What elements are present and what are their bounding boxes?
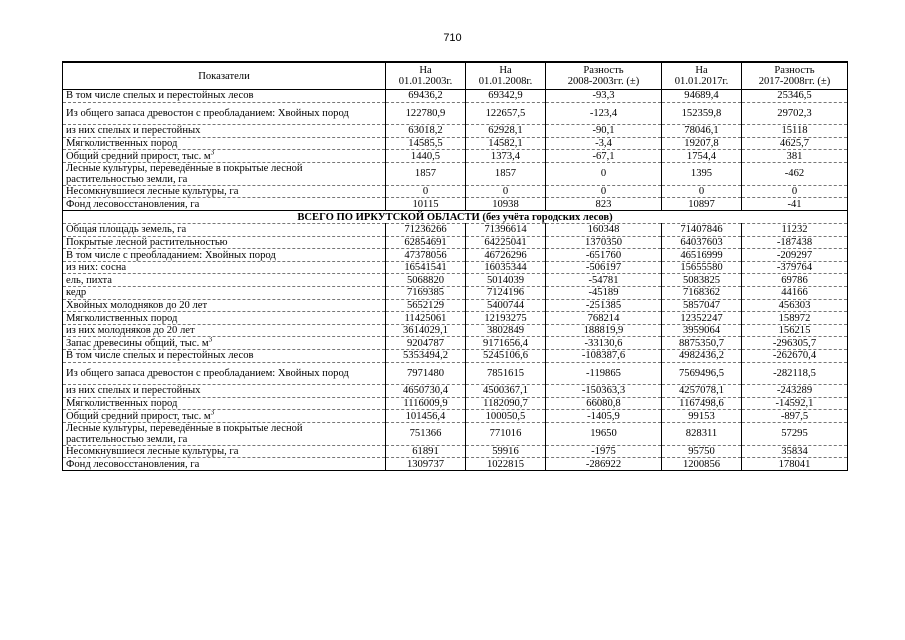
table-cell: 0 bbox=[546, 162, 662, 185]
table-cell: 29702,3 bbox=[742, 102, 848, 125]
table-cell: 10897 bbox=[662, 198, 742, 211]
table-cell: 57295 bbox=[742, 422, 848, 445]
row-label-text: Из общего запаса древостон с преобладанием: Хвойных пород bbox=[66, 367, 349, 379]
table-cell: 59916 bbox=[466, 445, 546, 458]
column-header-text: Разность 2008-2003гг. (±) bbox=[567, 65, 640, 87]
column-header bbox=[546, 62, 662, 90]
table-cell: 61891 bbox=[386, 445, 466, 458]
column-header bbox=[662, 62, 742, 90]
table-cell: -379764 bbox=[742, 261, 848, 274]
row-label-text: В том числе спелых и перестойных лесов bbox=[66, 350, 254, 362]
row-label bbox=[63, 249, 386, 262]
table-cell: 100050,5 bbox=[466, 410, 546, 423]
row-label bbox=[63, 410, 386, 423]
table-cell: 1370350 bbox=[546, 236, 662, 249]
table-cell: 62928,1 bbox=[466, 125, 546, 138]
table-cell: -123,4 bbox=[546, 102, 662, 125]
table-cell: 1200856 bbox=[662, 458, 742, 471]
table-cell: 10938 bbox=[466, 198, 546, 211]
table-row bbox=[63, 162, 848, 185]
table-cell: -119865 bbox=[546, 362, 662, 385]
row-label-text: Запас древесины общий, тыс. м bbox=[66, 337, 209, 349]
table-row bbox=[63, 261, 848, 274]
table-row bbox=[63, 410, 848, 423]
row-label-text: ель, пихта bbox=[66, 274, 112, 286]
section-title: ВСЕГО ПО ИРКУТСКОЙ ОБЛАСТИ (без учёта городских лесов) bbox=[63, 211, 848, 224]
table-header-row bbox=[63, 62, 848, 90]
row-label-text: из них спелых и перестойных bbox=[66, 125, 201, 137]
row-label bbox=[63, 458, 386, 471]
table-cell: 69342,9 bbox=[466, 90, 546, 103]
table-cell: 4650730,4 bbox=[386, 385, 466, 398]
table-cell: -506197 bbox=[546, 261, 662, 274]
table-cell: -282118,5 bbox=[742, 362, 848, 385]
table-cell: 69436,2 bbox=[386, 90, 466, 103]
unit-exponent: 3 bbox=[210, 409, 215, 417]
table-row bbox=[63, 287, 848, 300]
row-label bbox=[63, 445, 386, 458]
table-row bbox=[63, 137, 848, 150]
unit-exponent: 3 bbox=[210, 149, 215, 157]
row-label bbox=[63, 350, 386, 363]
table-cell: 1167498,6 bbox=[662, 397, 742, 410]
forest-statistics-table bbox=[62, 61, 848, 471]
page-number: 710 bbox=[443, 32, 462, 44]
column-header-text: Разность 2017-2008гг. (±) bbox=[758, 65, 831, 87]
table-cell: 188819,9 bbox=[546, 324, 662, 337]
table-cell: 1309737 bbox=[386, 458, 466, 471]
table-cell: -187438 bbox=[742, 236, 848, 249]
table-cell: -251385 bbox=[546, 299, 662, 312]
table-cell: 1022815 bbox=[466, 458, 546, 471]
table-cell: 156215 bbox=[742, 324, 848, 337]
table-cell: 0 bbox=[386, 185, 466, 198]
table-cell: -262670,4 bbox=[742, 350, 848, 363]
table-cell: 122657,5 bbox=[466, 102, 546, 125]
row-label-text: Фонд лесовосстановления, га bbox=[66, 458, 200, 470]
table-cell: 71236266 bbox=[386, 224, 466, 237]
table-cell: 0 bbox=[466, 185, 546, 198]
column-header bbox=[466, 62, 546, 90]
table-cell: -651760 bbox=[546, 249, 662, 262]
row-label-text: Из общего запаса древостон с преобладанием: Хвойных пород bbox=[66, 107, 349, 119]
table-cell: 7124196 bbox=[466, 287, 546, 300]
table-row bbox=[63, 422, 848, 445]
table-cell: 94689,4 bbox=[662, 90, 742, 103]
table-cell: 71407846 bbox=[662, 224, 742, 237]
table-cell: 7569496,5 bbox=[662, 362, 742, 385]
row-label bbox=[63, 185, 386, 198]
table-cell: -243289 bbox=[742, 385, 848, 398]
table-cell: -45189 bbox=[546, 287, 662, 300]
table-row bbox=[63, 445, 848, 458]
table-cell: 19207,8 bbox=[662, 137, 742, 150]
table-cell: 828311 bbox=[662, 422, 742, 445]
table-cell: 4982436,2 bbox=[662, 350, 742, 363]
row-label bbox=[63, 324, 386, 337]
table-cell: -33130,6 bbox=[546, 337, 662, 350]
table-cell: -286922 bbox=[546, 458, 662, 471]
column-header bbox=[742, 62, 848, 90]
table-cell: 7168362 bbox=[662, 287, 742, 300]
table-cell: 12193275 bbox=[466, 312, 546, 325]
table-cell: -108387,6 bbox=[546, 350, 662, 363]
table-cell: 751366 bbox=[386, 422, 466, 445]
table-cell: 0 bbox=[662, 185, 742, 198]
table-cell: 768214 bbox=[546, 312, 662, 325]
table-cell: 3802849 bbox=[466, 324, 546, 337]
table-cell: -67,1 bbox=[546, 150, 662, 163]
table-cell: -41 bbox=[742, 198, 848, 211]
table-cell: 9171656,4 bbox=[466, 337, 546, 350]
column-header: Показатели bbox=[63, 62, 386, 90]
table-row bbox=[63, 125, 848, 138]
row-label-text: В том числе спелых и перестойных лесов bbox=[66, 90, 254, 102]
row-label bbox=[63, 312, 386, 325]
table-cell: 1440,5 bbox=[386, 150, 466, 163]
row-label bbox=[63, 90, 386, 103]
row-label bbox=[63, 422, 386, 445]
column-header bbox=[386, 62, 466, 90]
table-cell: 152359,8 bbox=[662, 102, 742, 125]
table-cell: 1116009,9 bbox=[386, 397, 466, 410]
table-cell: 4257078,1 bbox=[662, 385, 742, 398]
row-label-text: Фонд лесовосстановления, га bbox=[66, 198, 200, 210]
table-cell: 1373,4 bbox=[466, 150, 546, 163]
table-cell: 771016 bbox=[466, 422, 546, 445]
table-cell: 46516999 bbox=[662, 249, 742, 262]
table-cell: 4500367,1 bbox=[466, 385, 546, 398]
row-label bbox=[63, 274, 386, 287]
row-label-text: Несомкнувшиеся лесные культуры, га bbox=[66, 446, 239, 458]
row-label-text: Лесные культуры, переведённые в покрытые лесной растительностью земли, га bbox=[66, 162, 303, 185]
table-cell: 3959064 bbox=[662, 324, 742, 337]
row-label-text: из них: сосна bbox=[66, 262, 127, 274]
table-cell: 5068820 bbox=[386, 274, 466, 287]
table-cell: -897,5 bbox=[742, 410, 848, 423]
row-label-text: Мягколиственных пород bbox=[66, 137, 178, 149]
table-cell: -93,3 bbox=[546, 90, 662, 103]
table-cell: 178041 bbox=[742, 458, 848, 471]
table-cell: 12352247 bbox=[662, 312, 742, 325]
table-cell: 5652129 bbox=[386, 299, 466, 312]
row-label-text: В том числе с преобладанием: Хвойных пород bbox=[66, 249, 276, 261]
table-cell: 5353494,2 bbox=[386, 350, 466, 363]
table-row bbox=[63, 299, 848, 312]
table-cell: 9204787 bbox=[386, 337, 466, 350]
table-cell: 25346,5 bbox=[742, 90, 848, 103]
table-cell: -462 bbox=[742, 162, 848, 185]
table-cell: 101456,4 bbox=[386, 410, 466, 423]
table-cell: 1395 bbox=[662, 162, 742, 185]
table-row bbox=[63, 150, 848, 163]
table-cell: 4625,7 bbox=[742, 137, 848, 150]
table-cell: 1182090,7 bbox=[466, 397, 546, 410]
table-row bbox=[63, 337, 848, 350]
row-label bbox=[63, 102, 386, 125]
table-cell: -54781 bbox=[546, 274, 662, 287]
row-label bbox=[63, 198, 386, 211]
table-row bbox=[63, 102, 848, 125]
table-cell: 160348 bbox=[546, 224, 662, 237]
row-label-text: Мягколиственных пород bbox=[66, 397, 178, 409]
table-row bbox=[63, 236, 848, 249]
table-cell: 456303 bbox=[742, 299, 848, 312]
table-cell: 10115 bbox=[386, 198, 466, 211]
table-cell: 63018,2 bbox=[386, 125, 466, 138]
table-cell: 99153 bbox=[662, 410, 742, 423]
table-cell: 823 bbox=[546, 198, 662, 211]
table-cell: 1857 bbox=[466, 162, 546, 185]
table-cell: 5014039 bbox=[466, 274, 546, 287]
table-row bbox=[63, 350, 848, 363]
table-row bbox=[63, 324, 848, 337]
row-label-text: из них спелых и перестойных bbox=[66, 385, 201, 397]
table-cell: 19650 bbox=[546, 422, 662, 445]
table-cell: -3,4 bbox=[546, 137, 662, 150]
table-cell: 122780,9 bbox=[386, 102, 466, 125]
table-cell: 1857 bbox=[386, 162, 466, 185]
column-header-text: На 01.01.2008г. bbox=[478, 65, 533, 87]
table-cell: 69786 bbox=[742, 274, 848, 287]
table-cell: 0 bbox=[742, 185, 848, 198]
table-cell: 5400744 bbox=[466, 299, 546, 312]
table-row bbox=[63, 198, 848, 211]
row-label bbox=[63, 236, 386, 249]
table-cell: 14585,5 bbox=[386, 137, 466, 150]
row-label bbox=[63, 224, 386, 237]
table-cell: 8875350,7 bbox=[662, 337, 742, 350]
row-label bbox=[63, 137, 386, 150]
table-cell: 62854691 bbox=[386, 236, 466, 249]
row-label-text: Общий средний прирост, тыс. м bbox=[66, 410, 211, 422]
table-cell: 95750 bbox=[662, 445, 742, 458]
table-row bbox=[63, 385, 848, 398]
table-cell: 71396614 bbox=[466, 224, 546, 237]
column-header-text: На 01.01.2017г. bbox=[674, 65, 729, 87]
table-cell: 3614029,1 bbox=[386, 324, 466, 337]
table-cell: -150363,3 bbox=[546, 385, 662, 398]
table-row bbox=[63, 185, 848, 198]
row-label bbox=[63, 287, 386, 300]
row-label-text: Общий средний прирост, тыс. м bbox=[66, 150, 211, 162]
table-row bbox=[63, 224, 848, 237]
section-header-row bbox=[63, 211, 848, 224]
unit-exponent: 3 bbox=[208, 336, 213, 344]
row-label-text: Несомкнувшиеся лесные культуры, га bbox=[66, 186, 239, 198]
column-header-text: На 01.01.2003г. bbox=[398, 65, 453, 87]
table-cell: 35834 bbox=[742, 445, 848, 458]
table-cell: 5245106,6 bbox=[466, 350, 546, 363]
table-cell: 11425061 bbox=[386, 312, 466, 325]
table-cell: -1975 bbox=[546, 445, 662, 458]
table-cell: 64225041 bbox=[466, 236, 546, 249]
table-cell: 66080,8 bbox=[546, 397, 662, 410]
row-label-text: Покрытые лесной растительностью bbox=[66, 236, 228, 248]
table-cell: 0 bbox=[546, 185, 662, 198]
table-cell: 158972 bbox=[742, 312, 848, 325]
table-cell: 5083825 bbox=[662, 274, 742, 287]
row-label bbox=[63, 261, 386, 274]
table-cell: 64037603 bbox=[662, 236, 742, 249]
table-cell: 15655580 bbox=[662, 261, 742, 274]
row-label bbox=[63, 385, 386, 398]
table-cell: 7169385 bbox=[386, 287, 466, 300]
row-label-text: Мягколиственных пород bbox=[66, 312, 178, 324]
table-cell: -1405,9 bbox=[546, 410, 662, 423]
table-cell: 7971480 bbox=[386, 362, 466, 385]
table-cell: 15118 bbox=[742, 125, 848, 138]
row-label-text: Лесные культуры, переведённые в покрытые лесной растительностью земли, га bbox=[66, 422, 303, 445]
row-label bbox=[63, 362, 386, 385]
table-cell: 381 bbox=[742, 150, 848, 163]
row-label-text: из них молодняков до 20 лет bbox=[66, 325, 195, 337]
row-label bbox=[63, 162, 386, 185]
table-cell: 1754,4 bbox=[662, 150, 742, 163]
table-cell: 11232 bbox=[742, 224, 848, 237]
table-cell: 16035344 bbox=[466, 261, 546, 274]
table-cell: 44166 bbox=[742, 287, 848, 300]
table-cell: 5857047 bbox=[662, 299, 742, 312]
table-cell: 78046,1 bbox=[662, 125, 742, 138]
table-cell: -296305,7 bbox=[742, 337, 848, 350]
row-label bbox=[63, 299, 386, 312]
row-label bbox=[63, 150, 386, 163]
table-cell: -14592,1 bbox=[742, 397, 848, 410]
table-cell: 47378056 bbox=[386, 249, 466, 262]
row-label-text: кедр bbox=[66, 287, 87, 299]
table-cell: 16541541 bbox=[386, 261, 466, 274]
row-label-text: Хвойных молодняков до 20 лет bbox=[66, 299, 208, 311]
table-row bbox=[63, 362, 848, 385]
row-label bbox=[63, 125, 386, 138]
table-body bbox=[63, 90, 848, 471]
row-label-text: Общая площадь земель, га bbox=[66, 224, 187, 236]
table-cell: -209297 bbox=[742, 249, 848, 262]
table-row bbox=[63, 312, 848, 325]
table-cell: 46726296 bbox=[466, 249, 546, 262]
table-row bbox=[63, 458, 848, 471]
row-label bbox=[63, 337, 386, 350]
table-cell: -90,1 bbox=[546, 125, 662, 138]
table-row bbox=[63, 397, 848, 410]
row-label bbox=[63, 397, 386, 410]
table-cell: 14582,1 bbox=[466, 137, 546, 150]
table-row bbox=[63, 249, 848, 262]
table-row bbox=[63, 274, 848, 287]
table-cell: 7851615 bbox=[466, 362, 546, 385]
table-row bbox=[63, 90, 848, 103]
